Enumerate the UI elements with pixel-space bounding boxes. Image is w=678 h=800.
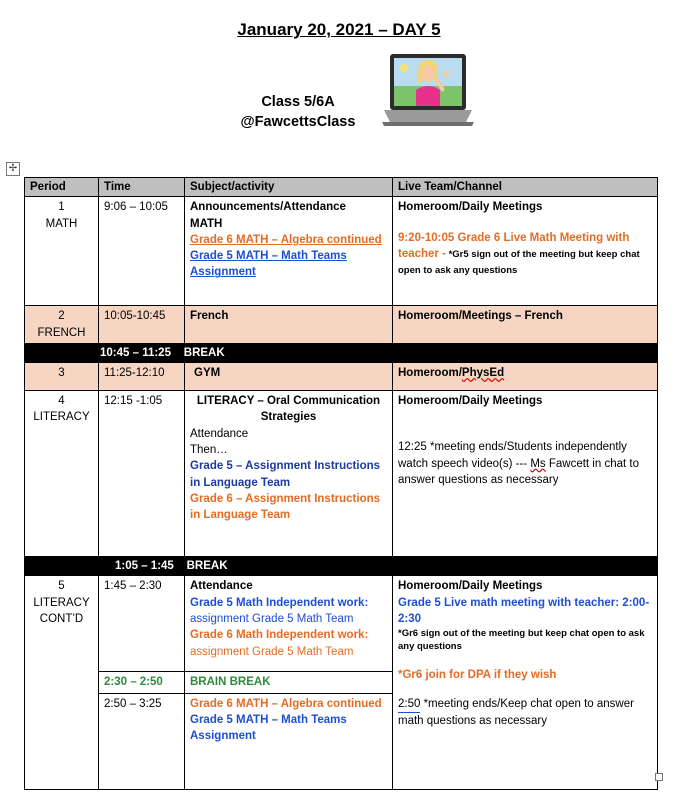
break-time: 1:05 – 1:45 (115, 560, 174, 573)
time-cell: 2:30 – 2:50 (99, 672, 185, 693)
subject-text: Then… (190, 444, 228, 457)
period-number: 4 (58, 395, 65, 408)
subject-cell (185, 197, 393, 306)
period-name: MATH (45, 217, 78, 230)
end-time: 2:50 (398, 696, 420, 713)
class-info (218, 92, 378, 132)
time-cell: 9:06 – 10:05 (99, 197, 185, 306)
channel-prefix: Homeroom/ (398, 367, 462, 380)
channel-note: Ms (530, 457, 546, 470)
break-time: 10:45 – 11:25 (100, 346, 171, 359)
table-row (25, 197, 658, 306)
class-handle: @FawcettsClass (240, 114, 356, 130)
channel-note: *Gr5 sign out of the meeting but keep chat open to ask any questions (398, 248, 640, 277)
bitmoji-laptop-icon (380, 48, 476, 144)
channel-cell: Homeroom/Meetings – French (393, 306, 658, 344)
channel-cell (393, 391, 658, 557)
page-title: January 20, 2021 – DAY 5 (237, 20, 441, 39)
subject-text: MATH (190, 217, 223, 230)
subject-text: GYM (194, 367, 221, 380)
break-row (25, 557, 658, 576)
time-cell: 11:25-12:10 (99, 363, 185, 391)
class-name: Class 5/6A (261, 94, 335, 110)
grade5-work-text: assignment Grade 5 Math Team (190, 613, 354, 626)
period-name: CONT’D (39, 613, 84, 626)
table-row (25, 363, 658, 391)
table-resize-handle[interactable] (655, 773, 663, 781)
subject-cell (185, 363, 393, 391)
period-cell (25, 197, 99, 306)
table-row (25, 306, 658, 344)
channel-cell (393, 363, 658, 391)
live-meeting-text: 9:20-10:05 Grade 6 Live Math Meeting with teacher - (398, 231, 630, 260)
subject-cell: French (185, 306, 393, 344)
header-channel: Live Team/Channel (393, 178, 658, 197)
period-name: FRENCH (37, 326, 86, 339)
period-cell (25, 576, 99, 789)
period-cell (25, 306, 99, 344)
time-cell: 12:15 -1:05 (99, 391, 185, 557)
channel-note: *Gr6 sign out of the meeting but keep chat open to ask any questions (398, 628, 645, 653)
subject-cell (185, 391, 393, 557)
period-cell: 3 (25, 363, 99, 391)
header-row (25, 178, 658, 197)
header-subject: Subject/activity (185, 178, 393, 197)
channel-word: PhysEd (461, 367, 505, 380)
live-meeting-text: Grade 5 Live math meeting with teacher: 2:00-2:30 (398, 596, 650, 626)
break-row (25, 343, 658, 362)
subject-text: Announcements/Attendance (190, 201, 346, 214)
channel-cell (393, 576, 658, 789)
dpa-note: *Gr6 join for DPA if they wish (398, 669, 557, 682)
subject-cell (185, 576, 393, 672)
grade5-work-title: Grade 5 Math Independent work: (190, 596, 369, 609)
subject-title: Attendance (190, 580, 253, 593)
header-period: Period (25, 178, 99, 197)
break-label: BREAK (186, 560, 228, 573)
channel-title: Homeroom/Daily Meetings (398, 580, 543, 593)
table-move-handle-icon[interactable]: ✢ (6, 162, 20, 176)
grade5-math-text: Grade 5 MATH – Math Teams Assignment (190, 714, 347, 743)
channel-title: Homeroom/Daily Meetings (398, 201, 543, 214)
period-number: 1 (58, 201, 65, 214)
table-row (25, 391, 658, 557)
subject-cell: BRAIN BREAK (185, 672, 393, 693)
period-name: LITERACY (33, 411, 90, 424)
period-name: LITERACY (33, 596, 90, 609)
grade5-instructions: Grade 5 – Assignment Instructions in Language Team (190, 460, 381, 489)
grade6-math-text: Grade 6 MATH – Algebra continued (190, 697, 382, 710)
grade6-math-link[interactable]: Grade 6 MATH – Algebra continued (190, 233, 382, 246)
period-cell (25, 391, 99, 557)
period-number: 5 (58, 580, 65, 593)
subject-title: LITERACY – Oral Communication Strategies (196, 395, 381, 424)
channel-note: 12:25 *meeting ends/Students independently watch speech video(s) --- (398, 441, 627, 470)
channel-note: Fawcett in chat to answer questions as necessary (398, 457, 639, 487)
grade6-work-title: Grade 6 Math Independent work: (190, 629, 369, 642)
subject-cell (185, 693, 393, 789)
channel-note: *meeting ends/Keep chat open to answer math questions as necessary (398, 697, 634, 727)
channel-cell (393, 197, 658, 306)
channel-title: Homeroom/Daily Meetings (398, 395, 543, 408)
break-label: BREAK (183, 346, 225, 359)
period-number: 2 (58, 310, 65, 323)
subject-text: Attendance (190, 427, 249, 440)
table-row (25, 576, 658, 672)
grade6-work-text: assignment Grade 5 Math Team (190, 645, 354, 658)
break-cell (25, 343, 658, 362)
grade6-instructions: Grade 6 – Assignment Instructions in Language Team (190, 492, 381, 522)
time-cell: 2:50 – 3:25 (99, 693, 185, 789)
header-time: Time (99, 178, 185, 197)
time-cell: 1:45 – 2:30 (99, 576, 185, 672)
break-cell (25, 557, 658, 576)
time-cell: 10:05-10:45 (99, 306, 185, 344)
schedule-table (24, 177, 658, 790)
grade5-math-link[interactable]: Grade 5 MATH – Math Teams Assignment (190, 250, 347, 279)
